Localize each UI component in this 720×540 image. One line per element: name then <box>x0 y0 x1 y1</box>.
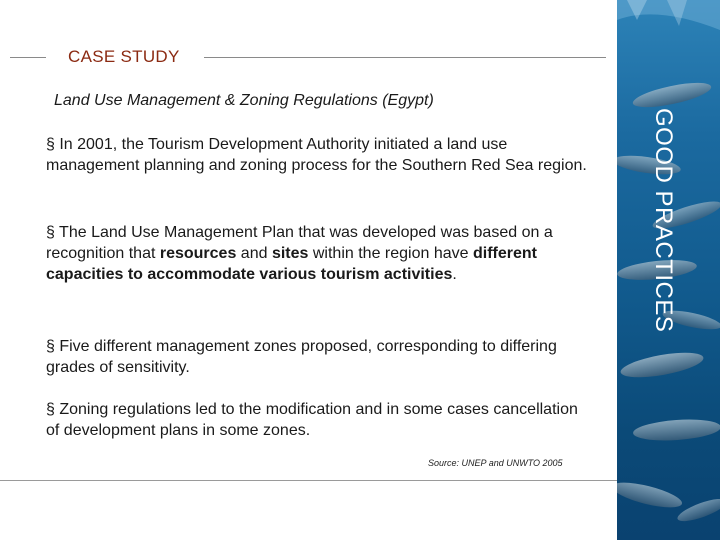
bullet-text: § In 2001, the Tourism Development Authority initiated a land use management planning and zoning process for the Southern Red Sea region. <box>46 136 587 174</box>
bullet-text: and <box>236 245 272 262</box>
good-practices-label: GOOD PRACTICES <box>650 108 677 333</box>
bullet-item <box>46 134 594 176</box>
bullet-item <box>46 222 594 285</box>
source-citation: Source: UNEP and UNWTO 2005 <box>428 458 563 468</box>
side-label-container <box>647 108 677 368</box>
bullet-text: § Zoning regulations led to the modification and in some cases cancellation of development plans in some zones. <box>46 401 578 439</box>
slide-subtitle: Land Use Management & Zoning Regulations (Egypt) <box>54 92 434 109</box>
bullet-bold-text: sites <box>271 245 309 262</box>
header-rule-left <box>10 57 46 58</box>
bullet-bold-text: different capacities to accommodate various tourism activities <box>46 245 537 283</box>
bullet-text: § The Land Use Management Plan that was developed was based on a recognition that <box>46 224 553 262</box>
section-label: CASE STUDY <box>68 47 180 66</box>
bullet-text: § Five different management zones proposed, corresponding to differing grades of sensitivity. <box>46 338 557 376</box>
bullet-text: . <box>452 266 457 283</box>
bullet-bold-text: resources <box>159 245 237 262</box>
bullet-item <box>46 399 594 441</box>
bullet-item <box>46 336 594 378</box>
header-rule-right <box>204 57 606 58</box>
footer-rule <box>0 480 617 481</box>
bullet-text: within the region have <box>308 245 473 262</box>
